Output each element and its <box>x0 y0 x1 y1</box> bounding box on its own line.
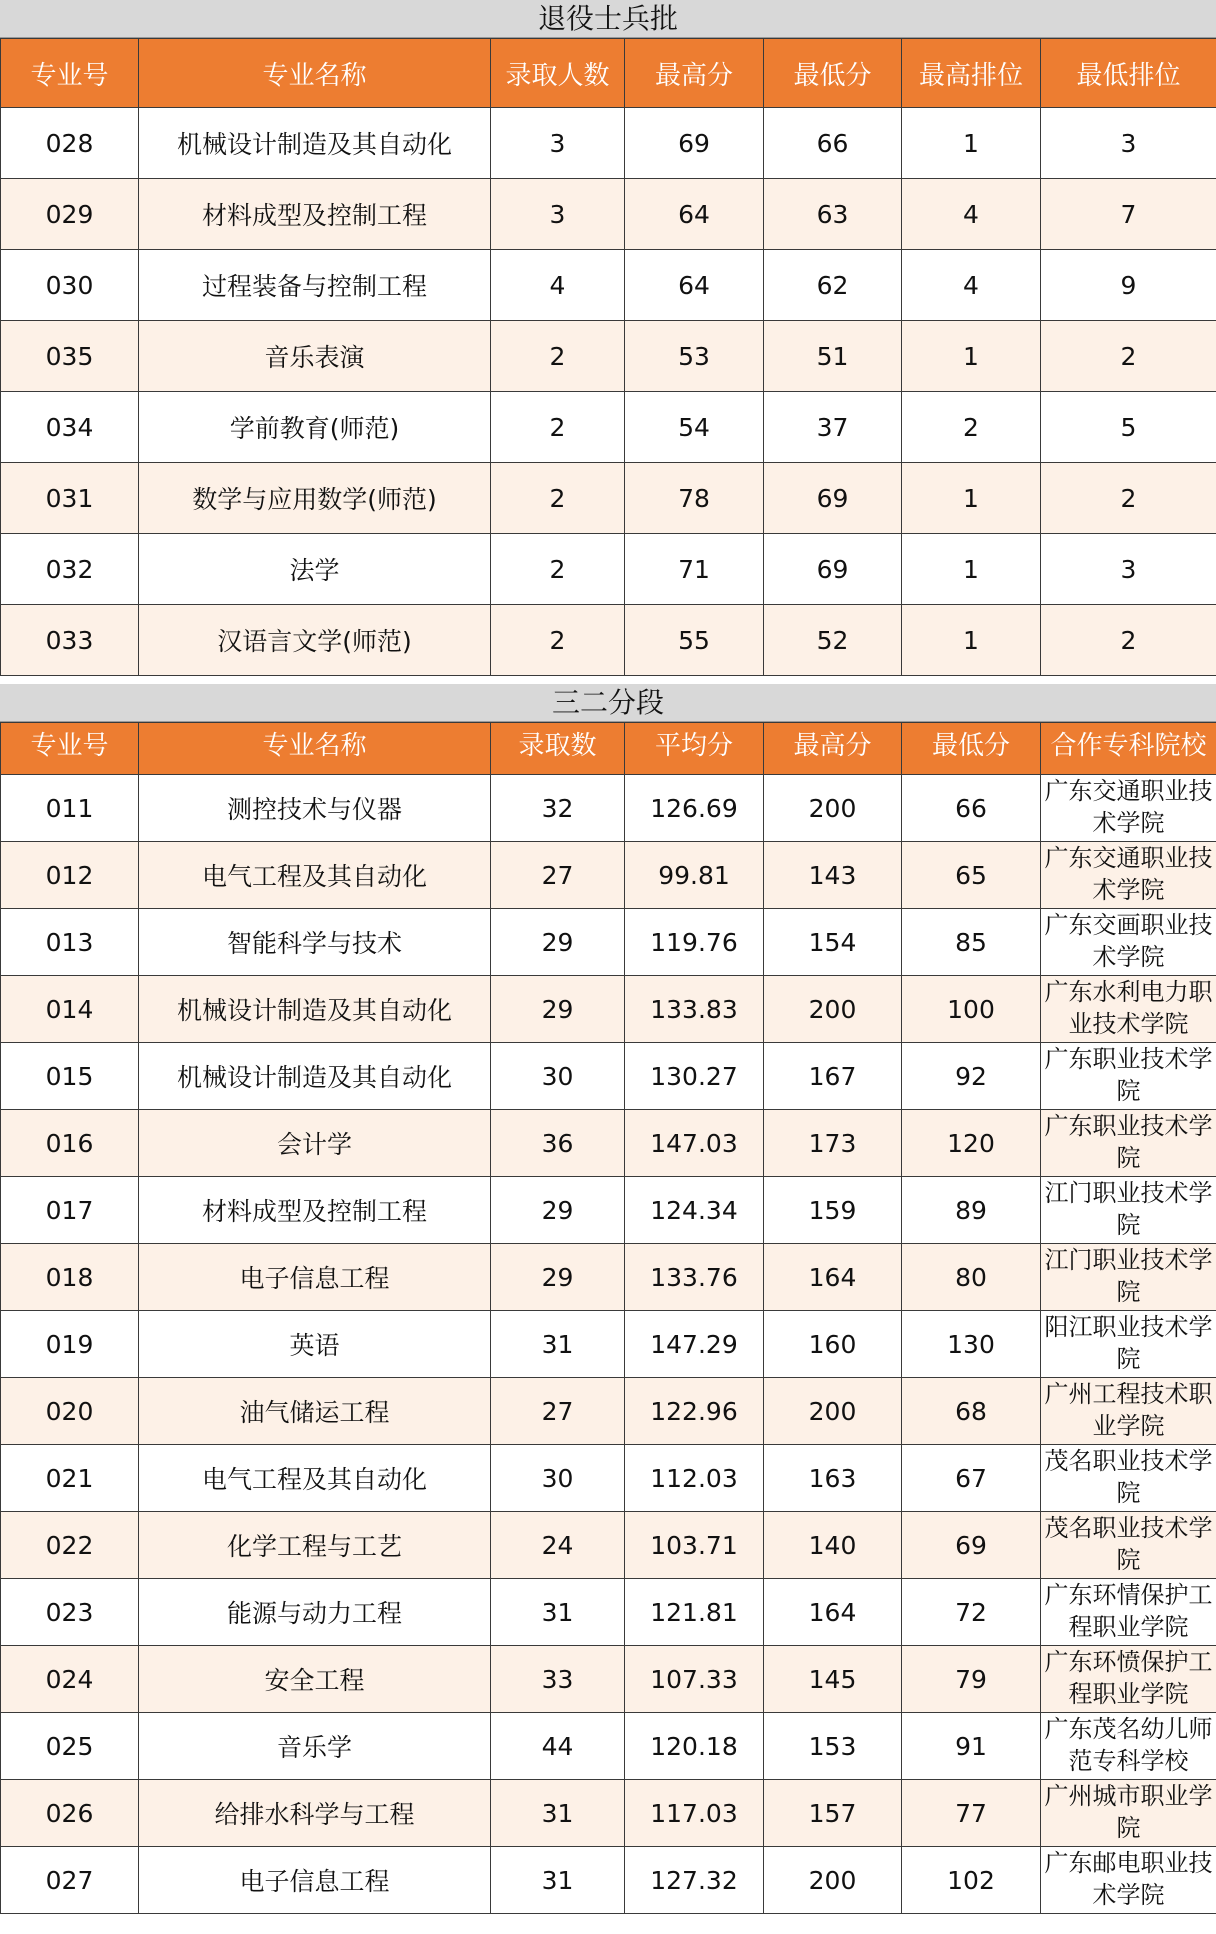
header-major-code: 专业号 <box>1 723 139 775</box>
cell-max-score: 159 <box>764 1177 902 1244</box>
cell-major-name: 过程装备与控制工程 <box>139 250 491 321</box>
cell-average-score: 147.03 <box>625 1110 764 1177</box>
header-major-name: 专业名称 <box>139 723 491 775</box>
cell-partner-college <box>1041 909 1216 976</box>
cell-max-score: 55 <box>625 605 764 676</box>
cell-admitted-count: 4 <box>491 250 625 321</box>
cell-average-score: 121.81 <box>625 1579 764 1646</box>
cell-average-score: 112.03 <box>625 1445 764 1512</box>
cell-major-name: 汉语言文学(师范) <box>139 605 491 676</box>
cell-admitted-count: 2 <box>491 534 625 605</box>
cell-min-score: 67 <box>902 1445 1041 1512</box>
table-row <box>1 1244 1216 1311</box>
cell-average-score: 120.18 <box>625 1713 764 1780</box>
cell-average-score: 103.71 <box>625 1512 764 1579</box>
partner-college-text: 广东交画职业技术学院 <box>1044 911 1213 971</box>
cell-major-name: 材料成型及控制工程 <box>139 179 491 250</box>
cell-major-code: 030 <box>1 250 139 321</box>
cell-partner-college <box>1041 775 1216 842</box>
cell-max-score: 200 <box>764 1378 902 1445</box>
table-row <box>1 1110 1216 1177</box>
table-row <box>1 1378 1216 1445</box>
cell-major-code: 017 <box>1 1177 139 1244</box>
cell-average-score: 124.34 <box>625 1177 764 1244</box>
cell-major-name: 能源与动力工程 <box>139 1579 491 1646</box>
cell-major-name: 化学工程与工艺 <box>139 1512 491 1579</box>
cell-admitted-count: 44 <box>491 1713 625 1780</box>
cell-partner-college <box>1041 1177 1216 1244</box>
cell-major-code: 020 <box>1 1378 139 1445</box>
cell-max-rank: 1 <box>902 108 1041 179</box>
table-veterans <box>0 38 1216 676</box>
cell-major-name: 法学 <box>139 534 491 605</box>
table-row <box>1 842 1216 909</box>
cell-major-code: 031 <box>1 463 139 534</box>
header-average-score: 平均分 <box>625 723 764 775</box>
section-title-veterans: 退役士兵批 <box>0 0 1216 38</box>
table-row <box>1 1579 1216 1646</box>
cell-major-name: 会计学 <box>139 1110 491 1177</box>
cell-partner-college <box>1041 1110 1216 1177</box>
partner-college-text: 广州工程技术职业学院 <box>1044 1380 1213 1440</box>
cell-major-code: 015 <box>1 1043 139 1110</box>
table-row <box>1 321 1216 392</box>
cell-admitted-count: 2 <box>491 392 625 463</box>
cell-major-code: 033 <box>1 605 139 676</box>
cell-major-code: 027 <box>1 1847 139 1914</box>
cell-admitted-count: 27 <box>491 1378 625 1445</box>
header-admitted-count: 录取数 <box>491 723 625 775</box>
cell-major-name: 安全工程 <box>139 1646 491 1713</box>
cell-min-score: 65 <box>902 842 1041 909</box>
cell-major-code: 011 <box>1 775 139 842</box>
table-row <box>1 179 1216 250</box>
cell-major-name: 音乐表演 <box>139 321 491 392</box>
table-row <box>1 1311 1216 1378</box>
table-row <box>1 250 1216 321</box>
cell-admitted-count: 36 <box>491 1110 625 1177</box>
cell-admitted-count: 29 <box>491 1244 625 1311</box>
cell-partner-college <box>1041 1244 1216 1311</box>
cell-min-rank: 5 <box>1041 392 1216 463</box>
cell-max-score: 54 <box>625 392 764 463</box>
cell-average-score: 99.81 <box>625 842 764 909</box>
cell-major-code: 029 <box>1 179 139 250</box>
partner-college-text: 广东交通职业技术学院 <box>1044 777 1213 837</box>
table-row <box>1 1713 1216 1780</box>
cell-admitted-count: 31 <box>491 1847 625 1914</box>
cell-max-score: 140 <box>764 1512 902 1579</box>
cell-major-name: 学前教育(师范) <box>139 392 491 463</box>
cell-min-score: 51 <box>764 321 902 392</box>
cell-partner-college <box>1041 1847 1216 1914</box>
cell-min-score: 130 <box>902 1311 1041 1378</box>
cell-min-score: 69 <box>764 463 902 534</box>
cell-min-score: 66 <box>764 108 902 179</box>
cell-max-rank: 1 <box>902 321 1041 392</box>
cell-min-score: 120 <box>902 1110 1041 1177</box>
header-max-score: 最高分 <box>764 723 902 775</box>
cell-major-code: 019 <box>1 1311 139 1378</box>
cell-major-name: 油气储运工程 <box>139 1378 491 1445</box>
cell-average-score: 133.83 <box>625 976 764 1043</box>
header-admitted-count: 录取人数 <box>491 39 625 108</box>
table-row <box>1 1512 1216 1579</box>
header-min-score: 最低分 <box>764 39 902 108</box>
cell-average-score: 107.33 <box>625 1646 764 1713</box>
cell-major-name: 机械设计制造及其自动化 <box>139 1043 491 1110</box>
cell-major-code: 032 <box>1 534 139 605</box>
cell-max-score: 71 <box>625 534 764 605</box>
cell-admitted-count: 33 <box>491 1646 625 1713</box>
cell-average-score: 122.96 <box>625 1378 764 1445</box>
cell-min-score: 37 <box>764 392 902 463</box>
cell-max-rank: 4 <box>902 250 1041 321</box>
cell-min-rank: 2 <box>1041 463 1216 534</box>
cell-min-score: 102 <box>902 1847 1041 1914</box>
cell-major-code: 035 <box>1 321 139 392</box>
cell-min-score: 63 <box>764 179 902 250</box>
cell-major-code: 023 <box>1 1579 139 1646</box>
cell-admitted-count: 24 <box>491 1512 625 1579</box>
cell-major-name: 电气工程及其自动化 <box>139 842 491 909</box>
cell-major-code: 018 <box>1 1244 139 1311</box>
cell-admitted-count: 2 <box>491 605 625 676</box>
cell-min-score: 62 <box>764 250 902 321</box>
cell-min-score: 69 <box>902 1512 1041 1579</box>
cell-min-score: 80 <box>902 1244 1041 1311</box>
table-row <box>1 1043 1216 1110</box>
cell-max-score: 53 <box>625 321 764 392</box>
partner-college-text: 广东环愤保护工程职业学院 <box>1044 1648 1213 1708</box>
partner-college-text: 广东交通职业技术学院 <box>1044 844 1213 904</box>
cell-major-code: 028 <box>1 108 139 179</box>
cell-min-rank: 3 <box>1041 534 1216 605</box>
cell-max-score: 145 <box>764 1646 902 1713</box>
cell-min-score: 85 <box>902 909 1041 976</box>
cell-admitted-count: 31 <box>491 1579 625 1646</box>
cell-partner-college <box>1041 1579 1216 1646</box>
cell-major-code: 025 <box>1 1713 139 1780</box>
cell-max-score: 167 <box>764 1043 902 1110</box>
cell-major-code: 034 <box>1 392 139 463</box>
cell-major-code: 021 <box>1 1445 139 1512</box>
header-max-rank: 最高排位 <box>902 39 1041 108</box>
cell-partner-college <box>1041 976 1216 1043</box>
cell-major-code: 012 <box>1 842 139 909</box>
cell-average-score: 127.32 <box>625 1847 764 1914</box>
cell-major-name: 音乐学 <box>139 1713 491 1780</box>
cell-admitted-count: 32 <box>491 775 625 842</box>
cell-min-rank: 9 <box>1041 250 1216 321</box>
partner-college-text: 广东水利电力职业技术学院 <box>1044 978 1213 1038</box>
cell-admitted-count: 3 <box>491 179 625 250</box>
table-row <box>1 1646 1216 1713</box>
partner-college-text: 阳江职业技术学院 <box>1044 1313 1213 1373</box>
cell-min-score: 68 <box>902 1378 1041 1445</box>
cell-major-name: 机械设计制造及其自动化 <box>139 108 491 179</box>
cell-major-code: 016 <box>1 1110 139 1177</box>
cell-min-rank: 3 <box>1041 108 1216 179</box>
cell-min-score: 52 <box>764 605 902 676</box>
partner-college-text: 江门职业技术学院 <box>1044 1246 1213 1306</box>
partner-college-text: 广东环情保护工程职业学院 <box>1044 1581 1213 1641</box>
cell-average-score: 133.76 <box>625 1244 764 1311</box>
cell-max-score: 69 <box>625 108 764 179</box>
cell-partner-college <box>1041 1713 1216 1780</box>
cell-max-score: 153 <box>764 1713 902 1780</box>
cell-admitted-count: 2 <box>491 463 625 534</box>
cell-partner-college <box>1041 1378 1216 1445</box>
cell-min-rank: 2 <box>1041 605 1216 676</box>
cell-major-name: 数学与应用数学(师范) <box>139 463 491 534</box>
cell-min-score: 92 <box>902 1043 1041 1110</box>
cell-major-name: 测控技术与仪器 <box>139 775 491 842</box>
cell-major-code: 022 <box>1 1512 139 1579</box>
cell-max-score: 200 <box>764 775 902 842</box>
cell-min-score: 89 <box>902 1177 1041 1244</box>
cell-max-score: 173 <box>764 1110 902 1177</box>
cell-major-name: 英语 <box>139 1311 491 1378</box>
cell-min-score: 69 <box>764 534 902 605</box>
table-3-2-segment <box>0 722 1216 1914</box>
cell-min-score: 72 <box>902 1579 1041 1646</box>
section-title-3-2-segment: 三二分段 <box>0 684 1216 722</box>
header-min-score: 最低分 <box>902 723 1041 775</box>
cell-max-score: 163 <box>764 1445 902 1512</box>
cell-partner-college <box>1041 1311 1216 1378</box>
cell-average-score: 117.03 <box>625 1780 764 1847</box>
cell-min-score: 66 <box>902 775 1041 842</box>
cell-max-rank: 1 <box>902 605 1041 676</box>
cell-partner-college <box>1041 1043 1216 1110</box>
header-major-code: 专业号 <box>1 39 139 108</box>
partner-college-text: 广东邮电职业技术学院 <box>1044 1849 1213 1909</box>
cell-max-score: 164 <box>764 1579 902 1646</box>
cell-max-score: 200 <box>764 1847 902 1914</box>
cell-min-score: 100 <box>902 976 1041 1043</box>
cell-major-name: 电气工程及其自动化 <box>139 1445 491 1512</box>
partner-college-text: 茂名职业技术学院 <box>1044 1514 1213 1574</box>
table-row <box>1 775 1216 842</box>
cell-max-score: 160 <box>764 1311 902 1378</box>
table-row <box>1 463 1216 534</box>
cell-average-score: 130.27 <box>625 1043 764 1110</box>
table-row <box>1 1780 1216 1847</box>
cell-average-score: 126.69 <box>625 775 764 842</box>
cell-max-score: 143 <box>764 842 902 909</box>
cell-partner-college <box>1041 842 1216 909</box>
cell-partner-college <box>1041 1512 1216 1579</box>
cell-partner-college <box>1041 1780 1216 1847</box>
partner-college-text: 茂名职业技术学院 <box>1044 1447 1213 1507</box>
cell-major-name: 电子信息工程 <box>139 1847 491 1914</box>
cell-max-score: 154 <box>764 909 902 976</box>
cell-major-code: 013 <box>1 909 139 976</box>
header-partner-college-label: 合作专科院校 <box>1050 731 1207 761</box>
cell-min-rank: 7 <box>1041 179 1216 250</box>
cell-major-name: 给排水科学与工程 <box>139 1780 491 1847</box>
cell-major-name: 电子信息工程 <box>139 1244 491 1311</box>
header-min-rank: 最低排位 <box>1041 39 1216 108</box>
cell-max-score: 78 <box>625 463 764 534</box>
cell-max-rank: 1 <box>902 463 1041 534</box>
cell-admitted-count: 29 <box>491 1177 625 1244</box>
table-row <box>1 1847 1216 1914</box>
partner-college-text: 广东职业技术学院 <box>1044 1045 1213 1105</box>
table-row <box>1 534 1216 605</box>
cell-max-score: 157 <box>764 1780 902 1847</box>
table-row <box>1 392 1216 463</box>
cell-admitted-count: 27 <box>491 842 625 909</box>
cell-major-name: 机械设计制造及其自动化 <box>139 976 491 1043</box>
table-row <box>1 1177 1216 1244</box>
cell-major-code: 024 <box>1 1646 139 1713</box>
cell-admitted-count: 31 <box>491 1780 625 1847</box>
cell-min-rank: 2 <box>1041 321 1216 392</box>
table-row <box>1 976 1216 1043</box>
cell-admitted-count: 31 <box>491 1311 625 1378</box>
cell-partner-college <box>1041 1445 1216 1512</box>
table-row <box>1 108 1216 179</box>
cell-admitted-count: 30 <box>491 1043 625 1110</box>
partner-college-text: 广东茂名幼儿师范专科学校 <box>1044 1715 1213 1775</box>
cell-admitted-count: 30 <box>491 1445 625 1512</box>
cell-max-score: 64 <box>625 250 764 321</box>
cell-admitted-count: 2 <box>491 321 625 392</box>
cell-min-score: 77 <box>902 1780 1041 1847</box>
cell-major-name: 材料成型及控制工程 <box>139 1177 491 1244</box>
cell-max-rank: 1 <box>902 534 1041 605</box>
cell-major-code: 014 <box>1 976 139 1043</box>
cell-major-code: 026 <box>1 1780 139 1847</box>
table-row <box>1 1445 1216 1512</box>
table-header-row <box>1 723 1216 775</box>
cell-admitted-count: 29 <box>491 976 625 1043</box>
header-partner-college <box>1041 723 1216 775</box>
header-max-score: 最高分 <box>625 39 764 108</box>
partner-college-text: 广东职业技术学院 <box>1044 1112 1213 1172</box>
cell-major-name: 智能科学与技术 <box>139 909 491 976</box>
cell-max-rank: 4 <box>902 179 1041 250</box>
cell-average-score: 147.29 <box>625 1311 764 1378</box>
table-row <box>1 909 1216 976</box>
cell-max-score: 200 <box>764 976 902 1043</box>
cell-max-score: 64 <box>625 179 764 250</box>
table-header-row <box>1 39 1216 108</box>
table-row <box>1 605 1216 676</box>
cell-min-score: 91 <box>902 1713 1041 1780</box>
cell-partner-college <box>1041 1646 1216 1713</box>
cell-admitted-count: 3 <box>491 108 625 179</box>
cell-max-score: 164 <box>764 1244 902 1311</box>
header-major-name: 专业名称 <box>139 39 491 108</box>
partner-college-text: 广州城市职业学院 <box>1044 1782 1213 1842</box>
partner-college-text: 江门职业技术学院 <box>1044 1179 1213 1239</box>
cell-average-score: 119.76 <box>625 909 764 976</box>
cell-max-rank: 2 <box>902 392 1041 463</box>
cell-admitted-count: 29 <box>491 909 625 976</box>
cell-min-score: 79 <box>902 1646 1041 1713</box>
